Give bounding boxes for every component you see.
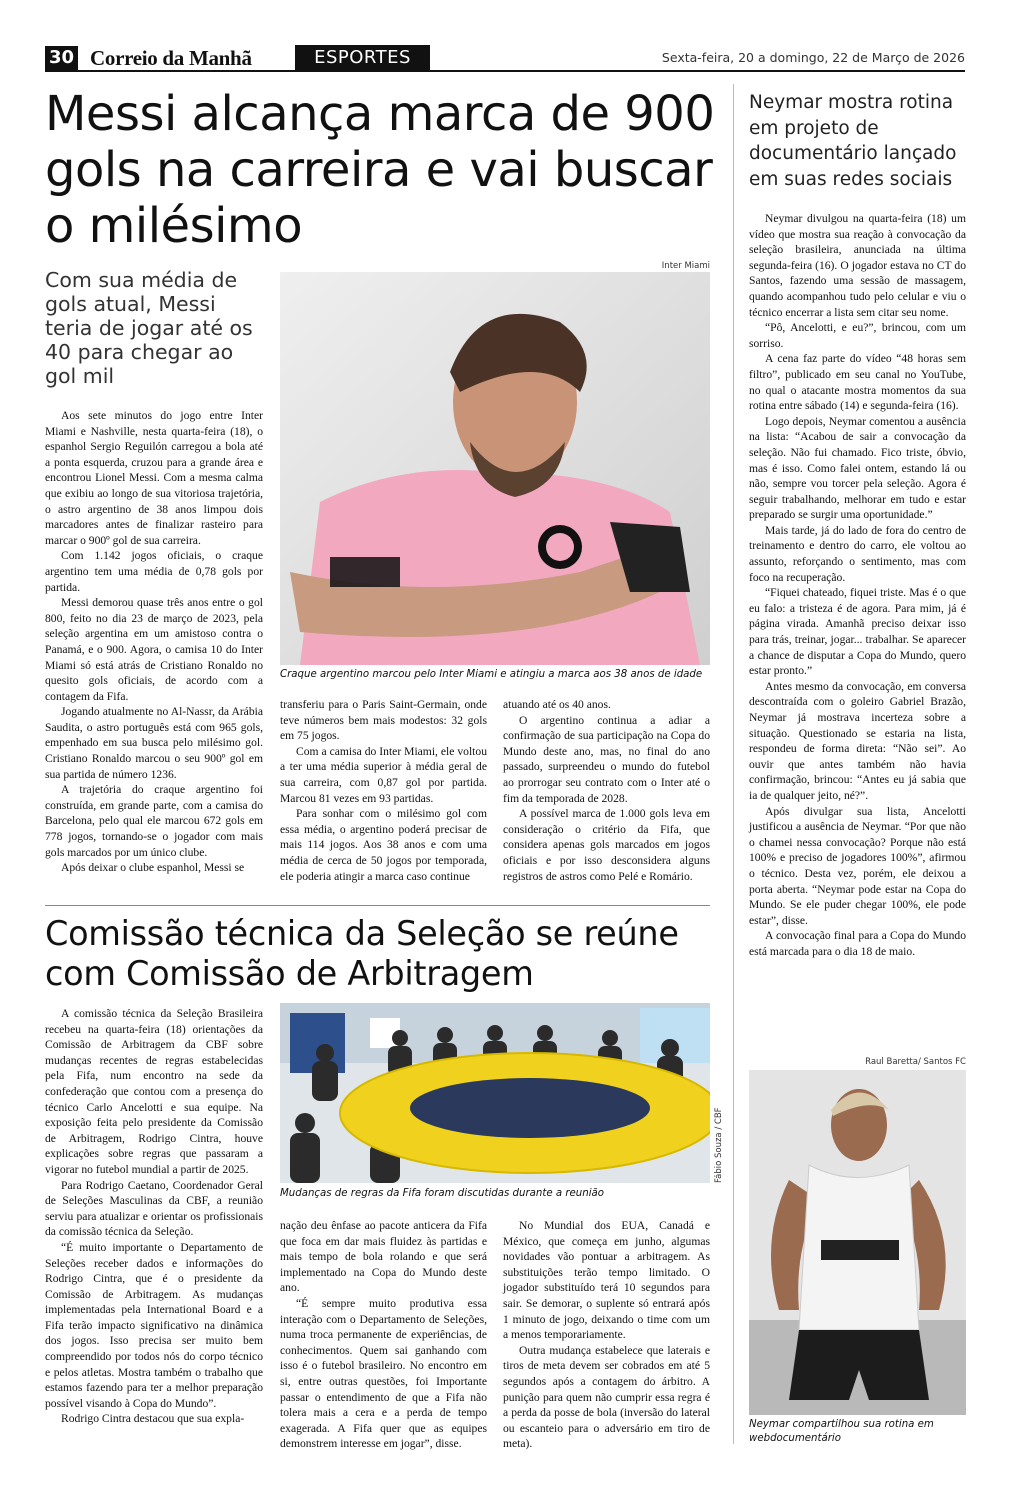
neymar-photo-credit: Raul Baretta/ Santos FC bbox=[865, 1057, 966, 1067]
page-number: 30 bbox=[45, 46, 78, 70]
paragraph: A convocação final para a Copa do Mundo está marcada para o dia 18 de maio. bbox=[749, 929, 966, 958]
paragraph: Após deixar o clube espanhol, Messi se bbox=[61, 861, 245, 875]
messi-photo-caption: Craque argentino marcou pelo Inter Miami e atingiu a marca aos 38 anos de idade bbox=[280, 669, 703, 680]
messi-photo bbox=[280, 272, 710, 665]
article-divider bbox=[45, 905, 710, 906]
commission-column-1 bbox=[45, 1006, 263, 1427]
commission-photo-image bbox=[280, 1003, 710, 1183]
commission-column-2 bbox=[280, 1218, 487, 1452]
messi-photo-image bbox=[280, 272, 710, 665]
messi-headline: Messi alcança marca de 900 gols na carreira e vai buscar o milésimo bbox=[45, 86, 715, 254]
paragraph: transferiu para o Paris Saint-Germain, onde teve números bem mais modestos: 32 gols em 75 jogos. bbox=[280, 698, 487, 743]
messi-column-2 bbox=[280, 697, 487, 884]
paragraph: Messi demorou quase três anos entre o gol 800, feito no dia 23 de março de 2023, pela seleção argentina em um amistoso contra o Panamá, e o 900. Agora, o camisa 10 do Inter Miami só está atrás de Cristiano Ronaldo no quesito gols oficiais, de acordo com a contagem da Fifa. bbox=[45, 596, 263, 703]
paragraph: A possível marca de 1.000 gols leva em consideração o critério da Fifa, que considera apenas gols marcados em jogos oficiais e por isso desconsidera alguns registros de astros como Pelé e Romário. bbox=[503, 807, 710, 883]
paragraph: Neymar divulgou na quarta-feira (18) um vídeo que mostra sua reação à convocação da seleção brasileira, anunciada na última segunda-feira (16). O jogador estava no CT do Santos, fazendo uma sessão de massagem, quando acompanhou tudo pelo celular e viu o técnico encerrar a lista sem citar seu nome. bbox=[749, 212, 966, 319]
paragraph: O argentino continua a adiar a confirmação de sua participação na Copa do Mundo deste ano, mas, no final do ano passado, surpreendeu o mundo do futebol ao prorrogar seu contrato com o Inter até o fim da temporada de 2028. bbox=[503, 713, 710, 805]
issue-date: Sexta-feira, 20 a domingo, 22 de Março de 2026 bbox=[661, 50, 965, 65]
commission-photo-credit: Fábio Souza / CBF bbox=[714, 1107, 724, 1183]
paragraph: A cena faz parte do vídeo “48 horas sem filtro”, publicado em seu canal no YouTube, no qual o atacante mostra momentos da sua rotina entre sábado (14) e segunda-feira (16). bbox=[749, 352, 966, 413]
neymar-photo bbox=[749, 1070, 966, 1415]
neymar-photo-caption: Neymar compartilhou sua rotina em webdocumentário bbox=[749, 1419, 934, 1444]
paragraph: Com a camisa do Inter Miami, ele voltou a ter uma média superior à média geral de sua carreira, com 0,87 gol por partida. Marcou 81 vezes em 93 partidas. bbox=[280, 744, 487, 805]
paragraph: Rodrigo Cintra destacou que sua expla- bbox=[61, 1412, 245, 1426]
paragraph: Outra mudança estabelece que laterais e tiros de meta devem ser cobrados em até 5 segundos após a contagem do árbitro. A punição para quem não cumprir essa regra é a perda da posse de bola (inversão do lateral ou escanteio para o adversário em tiro de meta). bbox=[503, 1343, 710, 1451]
paragraph: “É muito importante o Departamento de Seleções receber dados e informações do Rodrigo Cintra, que é o presidente da Comissão de Arbitragem. As mudanças implementadas pela International Board e a Fifa terão impacto significativo na dinâmica dos jogos. Isso precisa ser muito bem compreendido por todos nós do corpo técnico e pelos atletas. Mostra também o trabalho que estamos fazendo para ter a melhor preparação possível visando à Copa do Mundo”. bbox=[45, 1240, 263, 1410]
paragraph: Para sonhar com o milésimo gol com essa média, o argentino poderá precisar de mais 114 jogos. Aos 38 anos e com uma média de cerca de 50 jogos por temporada, ele poderia atingir a marca caso continue bbox=[280, 807, 487, 883]
paragraph: Para Rodrigo Caetano, Coordenador Geral de Seleções Masculinas da CBF, a reunião serviu para atualizar e orientar os profissionais da comissão técnica da Seleção. bbox=[45, 1178, 263, 1239]
paragraph: A comissão técnica da Seleção Brasileira recebeu na quarta-feira (18) orientações da Comissão de Arbitragem da CBF sobre mudanças recentes de regras estabelecidas pela Fifa, num encontro na sede da confederação que contou com a presença do técnico Carlo Ancelotti e sua equipe. Na exposição feita pelo presidente da Comissão de Arbitragem, Rodrigo Cintra, houve explicações sobre regras que passaram a vigorar no futebol mundial a partir de 2025. bbox=[45, 1007, 263, 1176]
neymar-column bbox=[749, 211, 966, 960]
messi-column-3 bbox=[503, 697, 710, 884]
paragraph: A trajetória do craque argentino foi construída, em grande parte, com a camisa do Barcelona, pelo qual ele marcou 672 gols em 778 jogos, tornando-se o jogador com mais gols marcados por um único clube. bbox=[45, 783, 263, 859]
messi-column-1 bbox=[45, 408, 263, 876]
masthead: Correio da Manhã bbox=[90, 46, 252, 70]
commission-column-3 bbox=[503, 1218, 710, 1452]
paragraph: “É sempre muito produtiva essa interação com o Departamento de Seleções, numa troca permanente de experiências, de conhecimentos. Quem sai ganhando com isso é o futebol brasileiro. No encontro em si, entre outras questões, foi Importante passar o entendimento de que a Fifa não tolera mais a cera e a perda de tempo exagerada. A Fifa quer que as equipes demonstrem interesse em jogar”, disse. bbox=[280, 1296, 487, 1451]
paragraph: Aos sete minutos do jogo entre Inter Miami e Nashville, nesta quarta-feira (18), o espanhol Sergio Reguilón carregou a bola até a ponta esquerda, cruzou para a grande área e encontrou Lionel Messi. Com a mesma calma que exibiu ao longo de sua vitoriosa trajetória, o astro argentino de 38 anos limpou dois marcadores antes de finalizar rasteiro para marcar o 900º gol de sua carreira. bbox=[45, 409, 263, 547]
paragraph: “Pô, Ancelotti, e eu?”, brincou, com um sorriso. bbox=[749, 321, 966, 350]
header-rule bbox=[45, 70, 965, 72]
messi-photo-credit: Inter Miami bbox=[661, 261, 710, 271]
section-label: ESPORTES bbox=[295, 45, 430, 70]
commission-photo bbox=[280, 1003, 710, 1183]
neymar-photo-image bbox=[749, 1070, 966, 1415]
paragraph: atuando até os 40 anos. bbox=[503, 698, 611, 711]
commission-headline: Comissão técnica da Seleção se reúne com Comissão de Arbitragem bbox=[45, 914, 679, 993]
paragraph: Mais tarde, já do lado de fora do centro de treinamento e dentro do carro, ele voltou ao assunto, reforçando o sentimento, mas com foco na recuperação. bbox=[749, 523, 966, 584]
neymar-headline: Neymar mostra rotina em projeto de documentário lançado em suas redes sociais bbox=[749, 92, 957, 190]
paragraph: nação deu ênfase ao pacote anticera da Fifa que foca em dar mais fluidez às partidas e mais tempo de bola rolando e que será implementado na Copa do Mundo deste ano. bbox=[280, 1219, 487, 1295]
paragraph: Jogando atualmente no Al-Nassr, da Arábia Saudita, o astro português está com 965 gols, empenhado em sua busca pelo milésimo gol. Cristiano Ronaldo marcou o seu 900º gol em sua partida de número 1236. bbox=[45, 705, 263, 781]
paragraph: Logo depois, Neymar comentou a ausência na lista: “Acabou de sair a convocação da seleção. Não fui chamado. Fico triste, óbvio, mas é isso. Como falei ontem, estando lá ou não, sempre vou torcer pela seleção. Agora é seguir trabalhando, melhorar em tudo e estar preparado se surgir uma oportunidade.” bbox=[749, 414, 966, 522]
paragraph: Com 1.142 jogos oficiais, o craque argentino tem uma média de 0,78 gols por partida. bbox=[45, 549, 263, 594]
paragraph: Antes mesmo da convocação, em conversa descontraída com o goleiro Gabriel Brazão, Neymar já mostrava incerteza sobre a situação. Questionado se estaria na lista, respondeu de forma direta: “Não sei”. Ao ouvir que antes também não havia confirmação, brincou: “Antes eu já sabia que ia de qualquer jeito, né?”. bbox=[749, 679, 966, 802]
messi-deck: Com sua média de gols atual, Messi teria de jogar até os 40 para chegar ao gol mil bbox=[45, 268, 253, 388]
paragraph: Após divulgar sua lista, Ancelotti justificou a ausência de Neymar. “Por que não o chamei nessa convocação? Porque não está 100% e preciso de jogadores 100%”, afirmou o técnico. Desta vez, porém, ele deixou a porta aberta. “Neymar pode estar na Copa do Mundo. Se ele puder chegar 100%, ele pode estar”, disse. bbox=[749, 804, 966, 927]
paragraph: No Mundial dos EUA, Canadá e México, que começa em junho, algumas novidades vão pontuar a arbitragem. As substituições terão tempo limitado. O jogador substituído terá 10 segundos para sair. Se demorar, o suplente só entrará após 1 minuto de jogo, deixando o time com um a menos temporariamente. bbox=[503, 1219, 710, 1342]
commission-photo-caption: Mudanças de regras da Fifa foram discutidas durante a reunião bbox=[280, 1188, 605, 1199]
paragraph: “Fiquei chateado, fiquei triste. Mas é o que eu falo: a tristeza é de agora. Para mim, já é página virada. Amanhã preciso deixar isso para trás, treinar, jogar... trabalhar. Se aparecer a chance de disputar a Copa do Mundo, quero estar pronto.” bbox=[749, 586, 966, 678]
sidebar-divider bbox=[733, 84, 734, 1444]
